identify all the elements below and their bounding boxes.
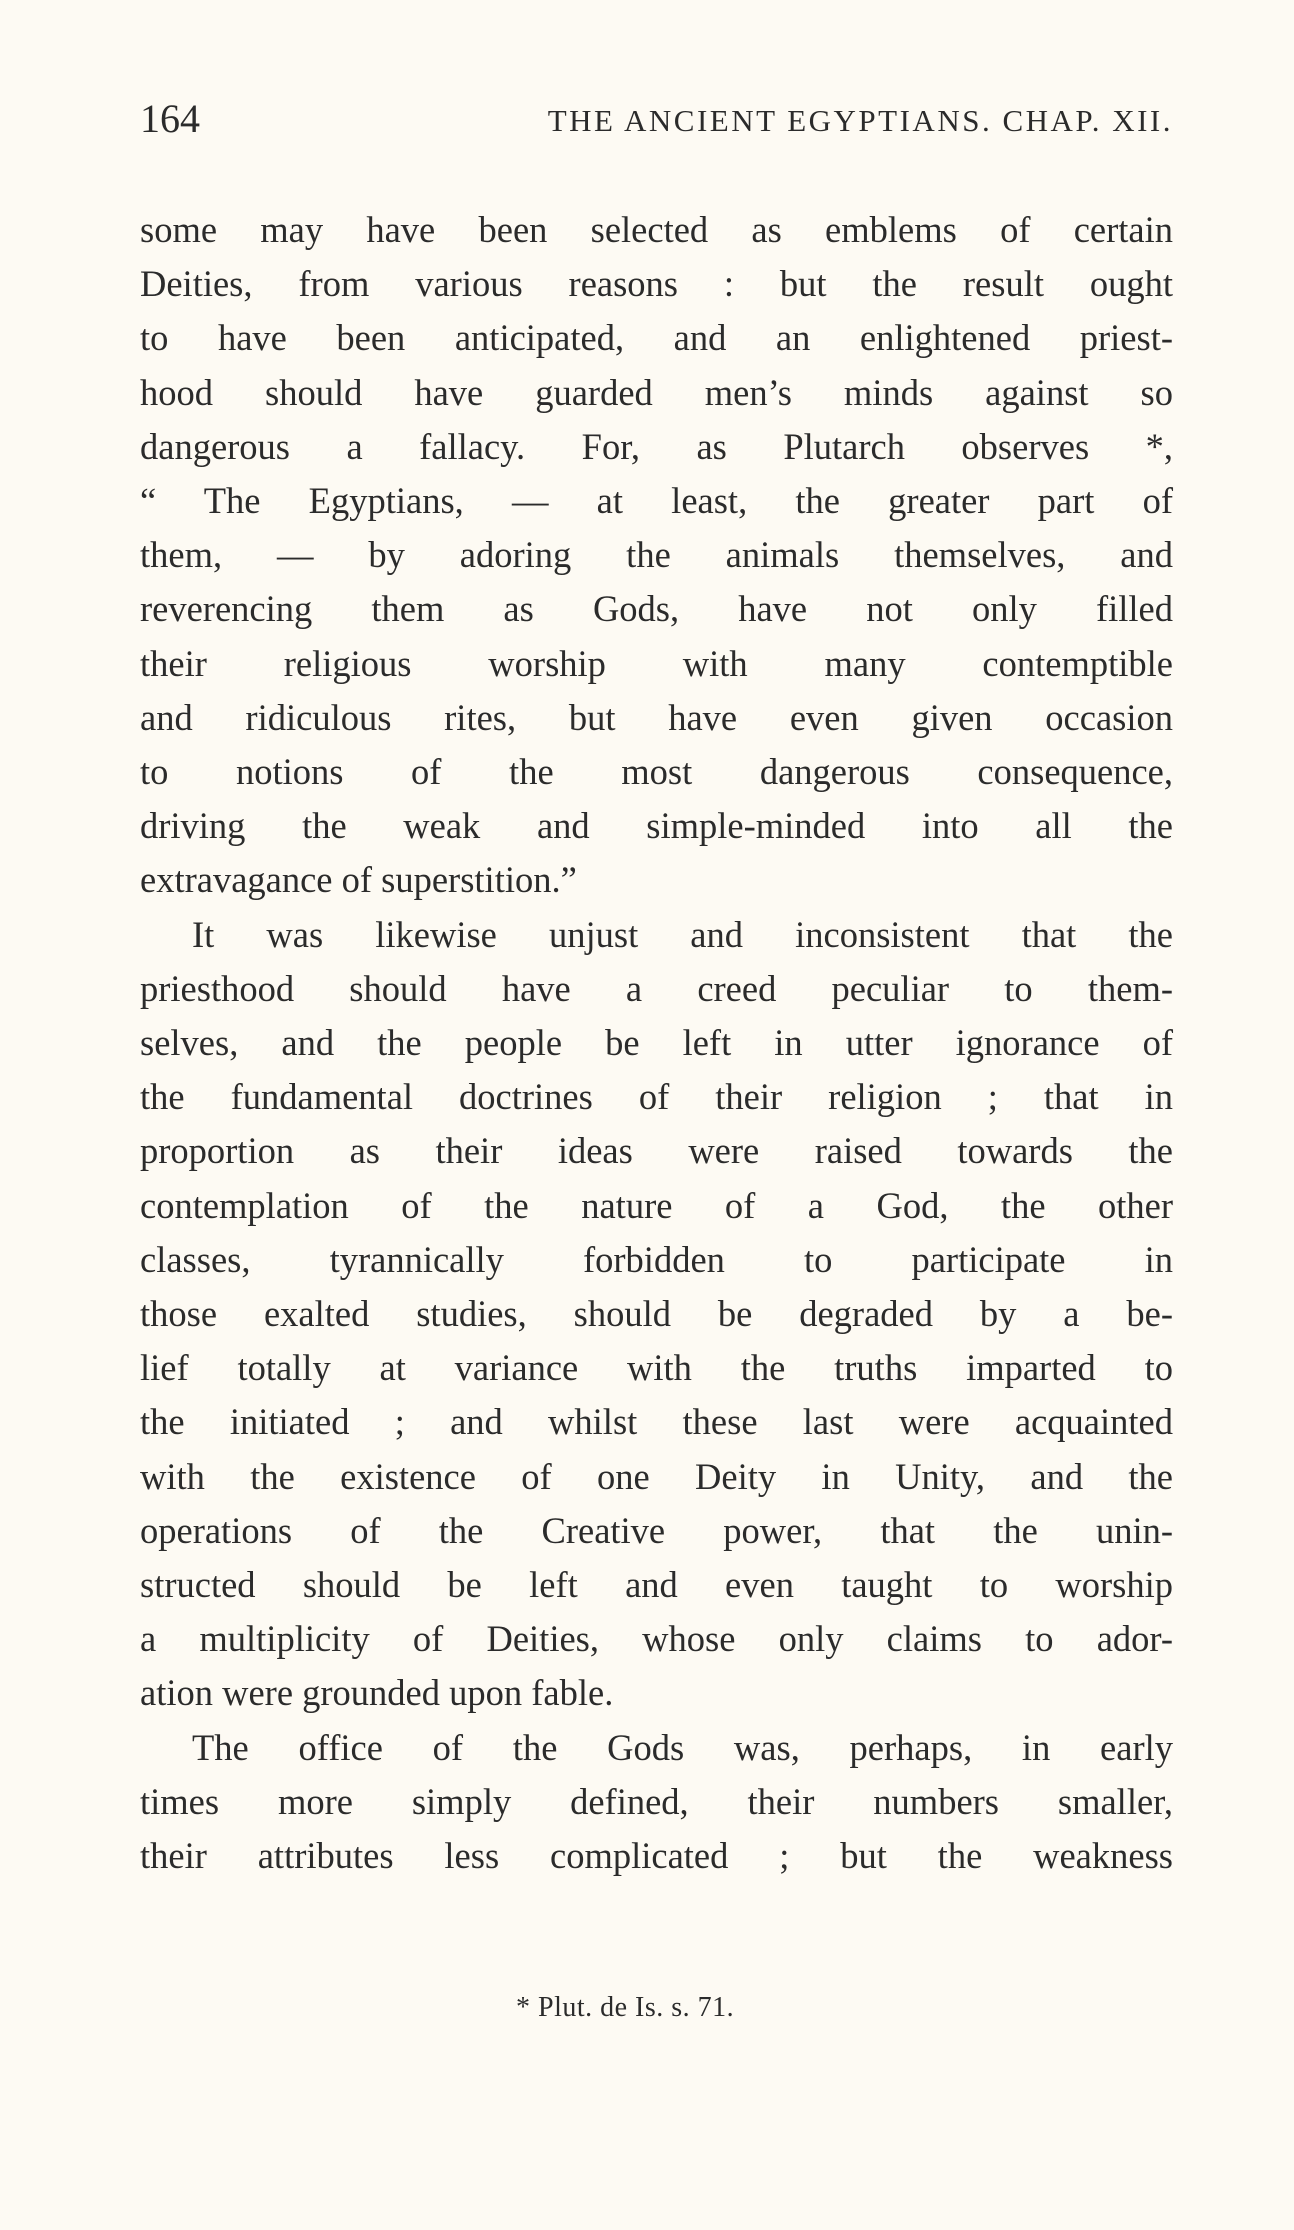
running-title: THE ANCIENT EGYPTIANS. CHAP. XII. bbox=[547, 103, 1173, 138]
text-line: the fundamental doctrines of their religion ; that in bbox=[140, 1076, 1173, 1118]
text-line: a multiplicity of Deities, whose only claims to ador- bbox=[140, 1618, 1173, 1660]
text-line: priesthood should have a creed peculiar to them- bbox=[140, 967, 1173, 1009]
running-head bbox=[140, 95, 1173, 155]
text-line: to notions of the most dangerous consequence, bbox=[140, 751, 1173, 793]
text-line: them, — by adoring the animals themselves, and bbox=[140, 534, 1173, 576]
text-line: contemplation of the nature of a God, the other bbox=[140, 1184, 1173, 1226]
text-line: It was likewise unjust and inconsistent that the bbox=[192, 913, 1173, 955]
text-line: structed should be left and even taught to worship bbox=[140, 1564, 1173, 1606]
book-page bbox=[140, 95, 1173, 2023]
text-line: selves, and the people be left in utter ignorance of bbox=[140, 1022, 1173, 1064]
text-line: hood should have guarded men’s minds against so bbox=[140, 371, 1173, 413]
text-line: The office of the Gods was, perhaps, in early bbox=[192, 1726, 1173, 1768]
text-line: the initiated ; and whilst these last were acquainted bbox=[140, 1401, 1173, 1443]
text-line: their religious worship with many contemptible bbox=[140, 642, 1173, 684]
text-line: ation were grounded upon fable. bbox=[140, 1672, 614, 1714]
body-text bbox=[140, 203, 1173, 1883]
text-line: reverencing them as Gods, have not only filled bbox=[140, 588, 1173, 630]
paragraph-2 bbox=[140, 908, 1173, 1721]
text-line: classes, tyrannically forbidden to participate in bbox=[140, 1238, 1173, 1280]
paragraph-1 bbox=[140, 203, 1173, 908]
text-line: to have been anticipated, and an enlightened priest- bbox=[140, 317, 1173, 359]
text-line: times more simply defined, their numbers smaller, bbox=[140, 1780, 1173, 1822]
text-line: lief totally at variance with the truths imparted to bbox=[140, 1347, 1173, 1389]
text-line: Deities, from various reasons : but the result ought bbox=[140, 263, 1173, 305]
text-line: their attributes less complicated ; but the weakness bbox=[140, 1835, 1173, 1877]
text-line: driving the weak and simple-minded into all the bbox=[140, 805, 1173, 847]
page-number: 164 bbox=[140, 96, 200, 141]
text-line: those exalted studies, should be degraded by a be- bbox=[140, 1293, 1173, 1335]
text-line: proportion as their ideas were raised towards the bbox=[140, 1130, 1173, 1172]
text-line: operations of the Creative power, that the unin- bbox=[140, 1509, 1173, 1551]
text-line: dangerous a fallacy. For, as Plutarch observes *, bbox=[140, 425, 1173, 467]
text-line: some may have been selected as emblems of certain bbox=[140, 209, 1173, 250]
footnote: * Plut. de Is. s. 71. bbox=[516, 1992, 735, 2023]
text-line: extravagance of superstition.” bbox=[140, 859, 577, 901]
paragraph-3 bbox=[140, 1721, 1173, 1884]
text-line: with the existence of one Deity in Unity, and the bbox=[140, 1455, 1173, 1497]
text-line: and ridiculous rites, but have even given occasion bbox=[140, 696, 1173, 738]
text-line: “ The Egyptians, — at least, the greater part of bbox=[140, 480, 1173, 522]
